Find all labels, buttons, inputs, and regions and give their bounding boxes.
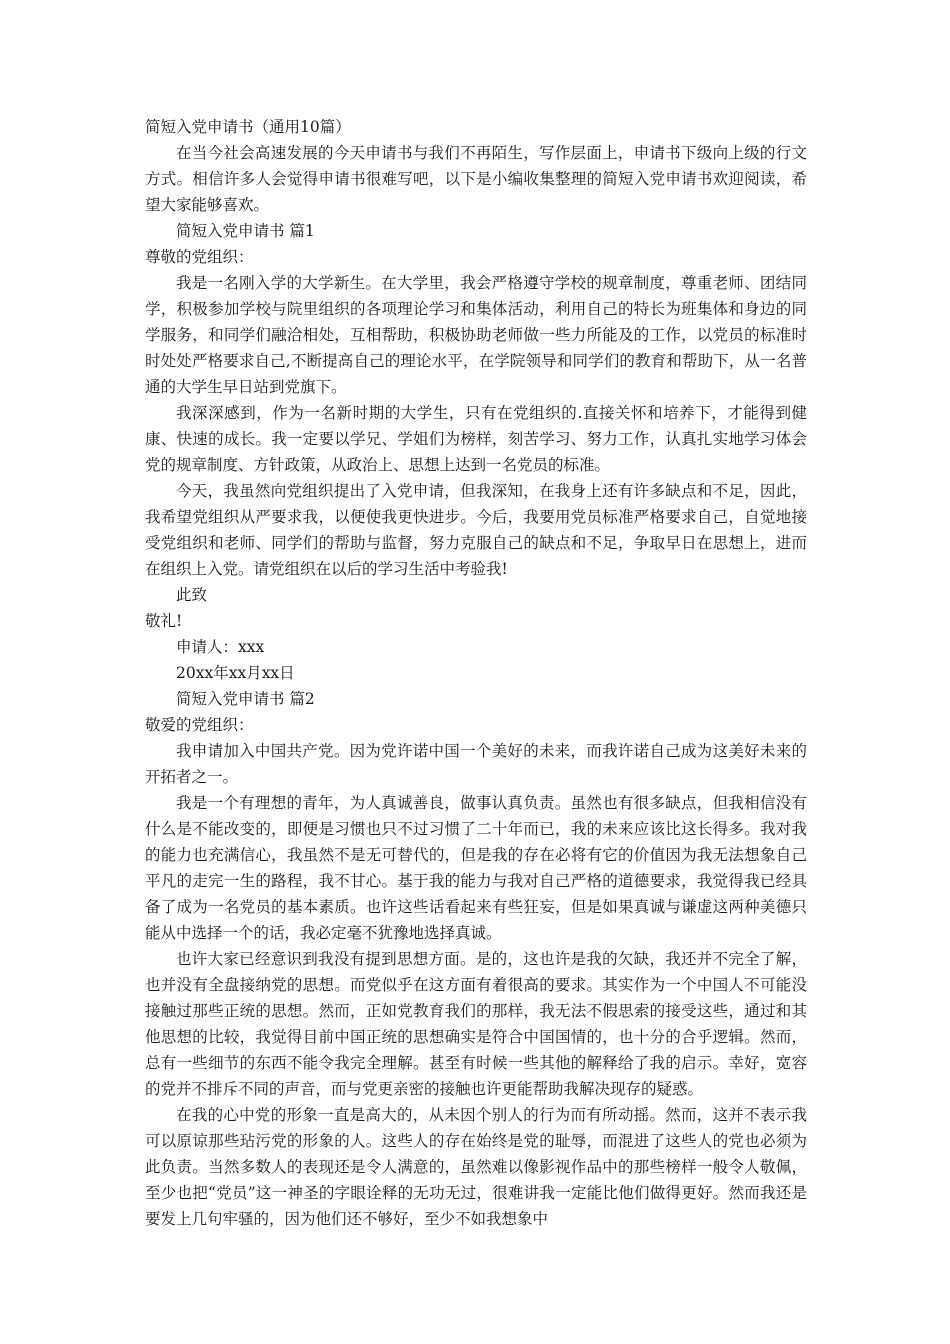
intro-paragraph: 在当今社会高速发展的今天申请书与我们不再陌生，写作层面上，申请书下级向上级的行文方式。相信许多人会觉得申请书很难写吧，以下是小编收集整理的简短入党申请书欢迎阅读，希望大家能够喜欢。: [145, 144, 807, 214]
letter2-heading: 简短入党申请书 篇2: [176, 690, 315, 708]
letter1-closing: 此致: [176, 586, 208, 604]
letter2-paragraph: 我申请加入中国共产党。因为党许诺中国一个美好的未来，而我许诺自己成为这美好未来的开拓者之一。: [145, 742, 807, 786]
letter2-paragraph: 也许大家已经意识到我没有提到思想方面。是的，这也许是我的欠缺，我还并不完全了解，也并没有全盘接纳党的思想。而党似乎在这方面有着很高的要求。其实作为一个中国人不可能没接触过那些正统的思想。然而，正如党教育我们的那样，我无法不假思索的接受这些，通过和其他思想的比较，我觉得目前中国正统的思想确实是符合中国国情的，也十分的合乎逻辑。然而，总有一些细节的东西不能令我完全理解。甚至有时候一些其他的解释给了我的启示。幸好，宽容的党并不排斥不同的声音，而与党更亲密的接触也许更能帮助我解决现存的疑惑。: [145, 950, 807, 1098]
letter1-salutation: 尊敬的党组织：: [145, 248, 254, 266]
letter2-paragraph: 在我的心中党的形象一直是高大的，从未因个别人的行为而有所动摇。然而，这并不表示我可以原谅那些玷污党的形象的人。这些人的存在始终是党的耻辱，而混进了这些人的党也必须为此负责。当然多数人的表现还是令人满意的，虽然难以像影视作品中的那些榜样一般令人敬佩，至少也把“党员”这一神圣的字眼诠释的无功无过，很难讲我一定能比他们做得更好。然而我还是要发上几句牢骚的，因为他们还不够好，至少不如我想象中: [145, 1106, 807, 1228]
letter1-paragraph: 我是一名刚入学的大学新生。在大学里，我会严格遵守学校的规章制度，尊重老师、团结同学，积极参加学校与院里组织的各项理论学习和集体活动，利用自己的特长为班集体和身边的同学服务，和同学们融洽相处，互相帮助，积极协助老师做一些力所能及的工作，以党员的标准时时处处严格要求自己,不断提高自己的理论水平，在学院领导和同学们的教育和帮助下，从一名普通的大学生早日站到党旗下。: [145, 274, 807, 396]
letter1-paragraph: 今天，我虽然向党组织提出了入党申请，但我深知，在我身上还有许多缺点和不足，因此，我希望党组织从严要求我，以便使我更快进步。今后，我要用党员标准严格要求自己，自觉地接受党组织和老师、同学们的帮助与监督，努力克服自己的缺点和不足，争取早日在思想上，进而在组织上入党。请党组织在以后的学习生活中考验我!: [145, 482, 807, 578]
letter1-salute: 敬礼!: [145, 612, 183, 630]
letter1-heading: 简短入党申请书 篇1: [176, 222, 315, 240]
document-title: 简短入党申请书（通用10篇）: [145, 118, 351, 136]
letter2-salutation: 敬爱的党组织：: [145, 716, 254, 734]
document-body: [145, 114, 807, 1232]
letter2-paragraph: 我是一个有理想的青年，为人真诚善良，做事认真负责。虽然也有很多缺点，但我相信没有什么是不能改变的，即便是习惯也只不过习惯了二十年而已，我的未来应该比这长得多。我对我的能力也充满信心，我虽然不是无可替代的，但是我的存在必将有它的价值因为我无法想象自己平凡的走完一生的路程，我不甘心。基于我的能力与我对自己严格的道德要求，我觉得我已经具备了成为一名党员的基本素质。也许这些话看起来有些狂妄，但是如果真诚与谦虚这两种美德只能从中选择一个的话，我必定毫不犹豫地选择真诚。: [145, 794, 807, 942]
letter1-applicant: 申请人：xxx: [176, 638, 265, 656]
letter1-paragraph: 我深深感到，作为一名新时期的大学生，只有在党组织的.直接关怀和培养下，才能得到健康、快速的成长。我一定要以学兄、学姐们为榜样，刻苦学习、努力工作，认真扎实地学习体会党的规章制度、方针政策，从政治上、思想上达到一名党员的标准。: [145, 404, 807, 474]
letter1-date: 20xx年xx月xx日: [176, 664, 295, 682]
